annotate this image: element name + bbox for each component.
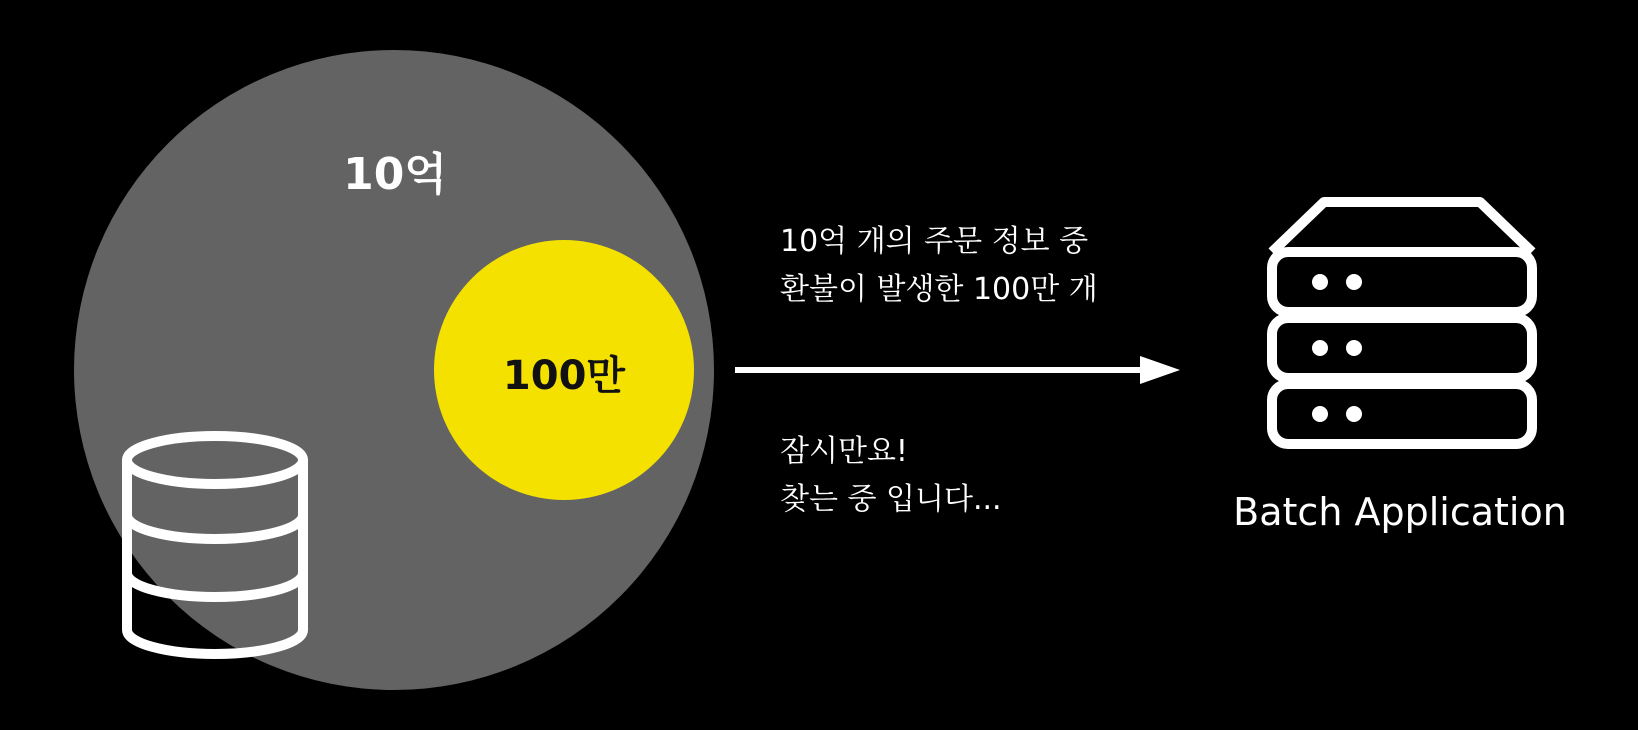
wait-line-2: 찾는 중 입니다... [780,482,1002,517]
database-icon [110,430,320,660]
server-icon [1262,190,1542,460]
arrow-right-icon [735,350,1185,390]
total-orders-label: 10억 [343,149,447,200]
description-line-1: 10억 개의 주문 정보 중 [780,224,1089,259]
description-text [780,218,1098,314]
description-line-2: 환불이 발생한 100만 개 [780,272,1098,307]
wait-message [780,428,1002,524]
batch-application-label: Batch Application [1233,490,1567,534]
wait-line-1: 잠시만요! [780,434,908,469]
refund-orders-label: 100만 [502,353,626,399]
